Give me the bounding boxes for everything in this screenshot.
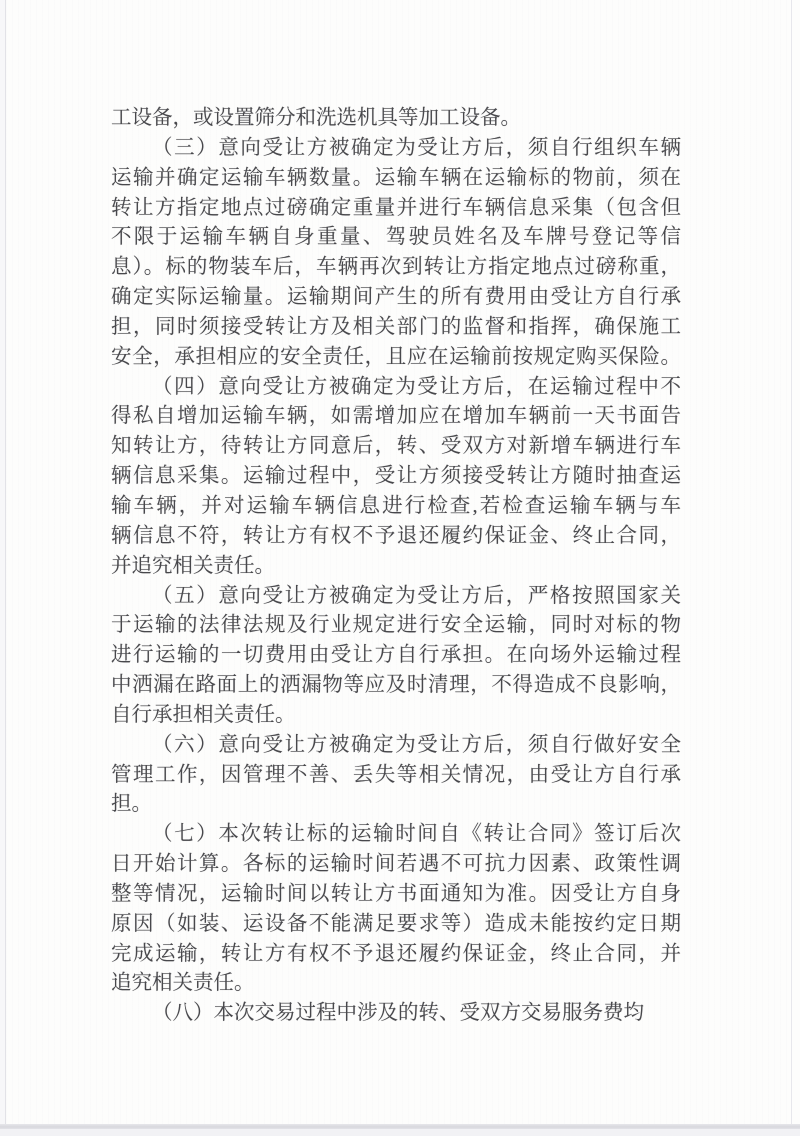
paragraph: [111, 999, 681, 1029]
text-line: 不限于运输车辆自身重量、驾驶员姓名及车牌号登记等信: [111, 226, 681, 249]
paragraph: [111, 820, 681, 999]
text-line: 安全，承担相应的安全责任，且应在运输前按规定购买保险。: [111, 345, 681, 368]
text-line: 日开始计算。各标的运输时间若遇不可抗力因素、政策性调: [111, 853, 681, 876]
text-line: 担。: [111, 793, 152, 816]
text-line: 辆信息采集。运输过程中，受让方须接受转让方随时抽查运: [111, 465, 681, 488]
scan-below-paper-area: [0, 1129, 800, 1136]
text-line: 辆信息不符，转让方有权不予退还履约保证金、终止合同，: [111, 524, 681, 547]
text-line: 追究相关责任。: [111, 972, 255, 995]
paragraph: [111, 582, 681, 731]
text-line: （三）意向受让方被确定为受让方后，须自行组织车辆: [152, 136, 681, 159]
text-line: 整等情况，运输时间以转让方书面通知为准。因受让方自身: [111, 882, 681, 905]
paragraph: [111, 104, 681, 134]
text-line: 运输并确定运输车辆数量。运输车辆在运输标的物前，须在: [111, 166, 681, 189]
text-line: 担，同时须接受转让方及相关部门的监督和指挥，确保施工: [111, 315, 681, 338]
paragraph: [111, 373, 681, 582]
text-line: 确定实际运输量。运输期间产生的所有费用由受让方自行承: [111, 286, 681, 309]
text-line: 原因（如装、运设备不能满足要求等）造成未能按约定日期: [111, 912, 681, 935]
text-line: 息）。标的物装车后，车辆再次到转让方指定地点过磅称重，: [111, 256, 681, 279]
scan-edge-left: [5, 0, 6, 1124]
text-line: 完成运输，转让方有权不予退还履约保证金，终止合同，并: [111, 942, 681, 965]
text-line: 转让方指定地点过磅确定重量并进行车辆信息采集（包含但: [111, 196, 681, 219]
text-line: （六）意向受让方被确定为受让方后，须自行做好安全: [152, 733, 681, 756]
text-line: （七）本次转让标的运输时间自《转让合同》签订后次: [152, 823, 681, 846]
text-line: （四）意向受让方被确定为受让方后，在运输过程中不: [152, 375, 681, 398]
paragraph: [111, 731, 681, 821]
text-line: 进行运输的一切费用由受让方自行承担。在向场外运输过程: [111, 644, 681, 667]
text-line: 自行承担相关责任。: [111, 703, 296, 726]
text-line: 工设备，或设置筛分和洗选机具等加工设备。: [111, 107, 521, 129]
text-line: 输车辆，并对运输车辆信息进行检查,若检查运输车辆与车: [111, 494, 681, 517]
text-block: [111, 104, 681, 1029]
text-line: （五）意向受让方被确定为受让方后，严格按照国家关: [152, 584, 681, 607]
paragraph: [111, 134, 681, 373]
text-line: 于运输的法律法规及行业规定进行安全运输，同时对标的物: [111, 614, 681, 637]
text-line: 中洒漏在路面上的洒漏物等应及时清理，不得造成不良影响，: [111, 674, 681, 697]
text-line: 得私自增加运输车辆，如需增加应在增加车辆前一天书面告: [111, 405, 681, 428]
scan-edge-right: [791, 0, 792, 1124]
text-line: 管理工作，因管理不善、丢失等相关情况，由受让方自行承: [111, 763, 681, 786]
text-line: 并追究相关责任。: [111, 554, 275, 577]
text-line: （八）本次交易过程中涉及的转、受双方交易服务费均: [152, 1002, 644, 1025]
text-line: 知转让方，待转让方同意后，转、受双方对新增车辆进行车: [111, 435, 681, 458]
